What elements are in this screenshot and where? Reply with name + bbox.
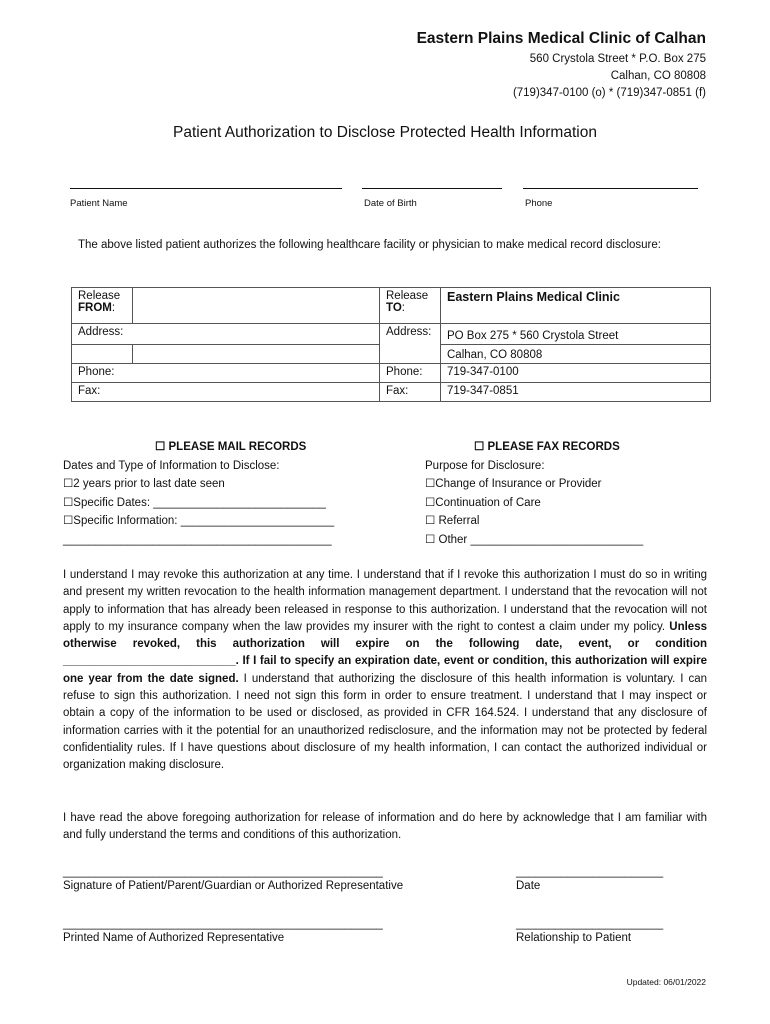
release-from-label: Release FROM: (72, 288, 133, 324)
continuation-of-care-checkbox[interactable]: ☐Continuation of Care (425, 497, 541, 509)
from-address-field-2[interactable] (133, 345, 380, 364)
signature-field[interactable]: __________________________________________________ (63, 866, 383, 878)
phone-field[interactable] (523, 188, 698, 189)
from-address-extra (72, 345, 133, 364)
clinic-address-line-2: Calhan, CO 80808 (610, 70, 706, 82)
relationship-field[interactable]: _______________________ (516, 918, 664, 930)
acknowledgement-paragraph: I have read the above foregoing authorization for release of information and do here by acknowledge that I am familiar with and fully understand the terms and conditions of this authorization. (63, 812, 707, 842)
form-title: Patient Authorization to Disclose Protected Health Information (173, 124, 597, 141)
date-of-birth-field[interactable] (362, 188, 502, 189)
signature-label: Signature of Patient/Parent/Guardian or Authorized Representative (63, 880, 404, 892)
expiration-clause: Unless otherwise revoked, this authorization will expire on the following date, event, or condition ___________________________. If I fail to specify an expiration date, event or condition, this authorization will expire one year from the date signed. (63, 620, 707, 685)
phone-label: Phone (525, 198, 553, 209)
other-checkbox[interactable]: ☐ Other ___________________________ (425, 534, 644, 546)
intro-text: The above listed patient authorizes the following healthcare facility or physician to make medical record disclosure: (78, 239, 661, 251)
to-phone-label: Phone: (380, 364, 441, 383)
printed-name-label: Printed Name of Authorized Representative (63, 932, 285, 944)
purpose-heading: Purpose for Disclosure: (425, 460, 545, 472)
patient-name-field[interactable] (70, 188, 342, 189)
printed-name-field[interactable]: __________________________________________________ (63, 918, 383, 930)
relationship-label: Relationship to Patient (516, 932, 632, 944)
two-years-checkbox[interactable]: ☐2 years prior to last date seen (63, 478, 225, 490)
release-from-field[interactable] (133, 288, 380, 324)
date-field[interactable]: _______________________ (516, 866, 664, 878)
updated-date: Updated: 06/01/2022 (626, 977, 706, 987)
from-phone-field[interactable]: Phone: (72, 364, 380, 383)
clinic-address-line-1: 560 Crystola Street * P.O. Box 275 (529, 53, 706, 65)
specific-dates-checkbox[interactable]: ☐Specific Dates: ___________________________ (63, 497, 326, 509)
to-address-label: Address: (380, 324, 441, 364)
release-to-label: Release TO: (380, 288, 441, 324)
from-fax-field[interactable]: Fax: (72, 383, 380, 402)
to-address-line-2: Calhan, CO 80808 (441, 345, 711, 364)
specific-information-checkbox[interactable]: ☐Specific Information: ________________________ (63, 515, 335, 527)
to-fax-label: Fax: (380, 383, 441, 402)
to-phone: 719-347-0100 (441, 364, 711, 383)
date-label: Date (516, 880, 541, 892)
insurance-change-checkbox[interactable]: ☐Change of Insurance or Provider (425, 478, 602, 490)
from-address-field[interactable]: Address: (72, 324, 380, 345)
to-address-line-1: PO Box 275 * 560 Crystola Street (441, 324, 711, 345)
date-of-birth-label: Date of Birth (364, 198, 417, 209)
patient-name-label: Patient Name (70, 198, 128, 209)
release-to-name: Eastern Plains Medical Clinic (441, 288, 711, 324)
information-extra-line[interactable]: __________________________________________ (63, 534, 332, 546)
mail-records-checkbox[interactable]: ☐ PLEASE MAIL RECORDS (155, 441, 307, 453)
authorization-paragraph: I understand I may revoke this authorization at any time. I understand that if I revoke this authorization I must do so in writing and present my written revocation to the health information management department. I understand that the revocation will not apply to information that has already been released in response to this authorization. I understand that the revocation will not apply to my insurance company when the law provides my insurer with the right to contest a claim under my policy. Unless otherwise revoked, this authorization will expire on the following date, event, or condition ___________________________. If I fail to specify an expiration date, event or condition, this authorization will expire one year from the date signed. I understand that authorizing the disclosure of this health information is voluntary. I can refuse to sign this authorization. I need not sign this form in order to ensure treatment. I understand that I may inspect or obtain a copy of the information to be used or disclosed, as provided in CFR 164.524. I understand that any disclosure of information carries with it the potential for an unauthorized redisclosure, and the information may not be protected by federal confidentiality rules. If I have questions about disclosure of my health information, I can contact the authorized individual or organization making disclosure. (63, 569, 707, 772)
clinic-phones: (719)347-0100 (o) * (719)347-0851 (f) (512, 87, 706, 99)
clinic-name: Eastern Plains Medical Clinic of Calhan (416, 30, 706, 47)
release-table (71, 287, 711, 402)
to-fax: 719-347-0851 (441, 383, 711, 402)
referral-checkbox[interactable]: ☐ Referral (425, 515, 480, 527)
dates-types-heading: Dates and Type of Information to Disclose: (63, 460, 280, 472)
fax-records-checkbox[interactable]: ☐ PLEASE FAX RECORDS (474, 441, 620, 453)
